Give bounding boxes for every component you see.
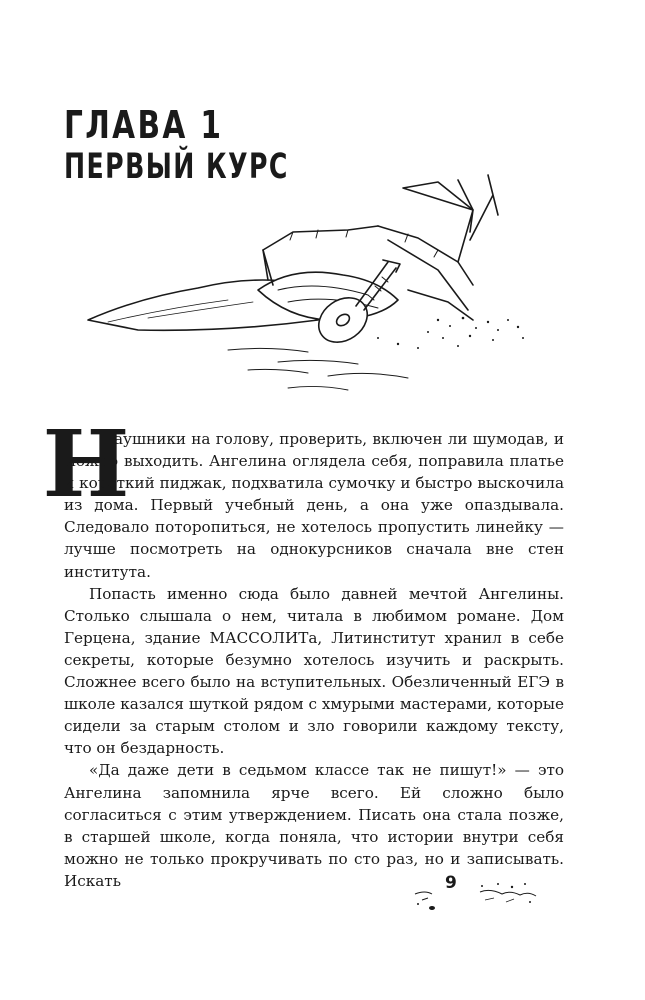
paragraph-2: Попасть именно сюда было давней мечтой Ангелины. Столько слышала о нем, читала в любимом романе. Дом Герцена, здание МАССОЛИТа, Литинститут хранил в себе секреты, которые безумно хотелось изучить и раскрыть. Сложнее всего было на вступительных. Обезличенный ЕГЭ в школе казался шуткой рядом с хмурыми мастерами, которые сидели за старым столом и зло говорили каждому тексту, что он бездарность.: [64, 584, 564, 758]
chapter-title: ПЕРВЫЙ КУРС: [64, 147, 289, 187]
body-text: [64, 428, 564, 892]
drop-cap-letter: Н: [42, 410, 130, 518]
crab-skeleton-with-guitar-icon: [78, 170, 538, 410]
paragraph-1: аушники на голову, проверить, включен ли шумодав, и можно выходить. Ангелина оглядела себя, поправила платье и короткий пиджак, подхватила сумочку и быстро выскочила из дома. Первый учебный день, а она уже опаздывала. Следовало поторопиться, не хотелось пропустить линейку — лучше посмотреть на однокурсников сначала вне стен института.: [64, 430, 564, 581]
paragraph-3: «Да даже дети в седьмом классе так не пишут!» — это Ангелина запомнила ярче всего. Ей сложно было согласиться с этим утверждением. Писать она стала позже, в старшей школе, когда поняла, что истории внутри себя можно не только прокручивать по сто раз, но и записывать. Искать: [64, 761, 564, 890]
page-number: 9: [445, 873, 457, 893]
chapter-number: ГЛАВА 1: [64, 103, 224, 147]
footer-ornament-icon: [410, 872, 540, 912]
